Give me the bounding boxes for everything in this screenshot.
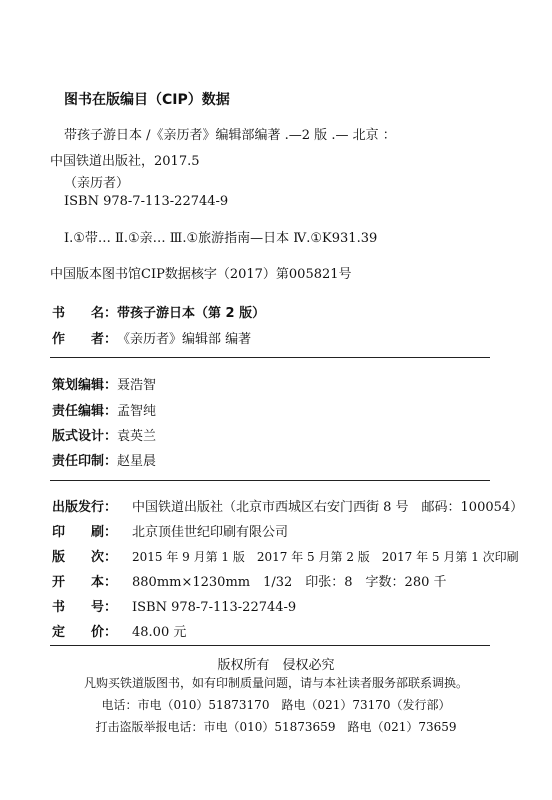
quality-notice: 凡购买铁道版图书，如有印制质量问题，请与本社读者服务部联系调换。	[83, 676, 468, 690]
pub-row-publisher: 出版发行： 中国铁道出版社（北京市西城区右安门西街 8 号 邮码：100054）	[52, 500, 524, 515]
divider-top	[50, 357, 490, 358]
cip-classification-line: Ⅰ.①带… Ⅱ.①亲… Ⅲ.①旅游指南—日本 Ⅳ.①K931.39	[64, 231, 378, 246]
service-phone: 电话：市电（010）51873170 路电（021）73170（发行部）	[101, 698, 451, 712]
pub-row-printer: 印 刷： 北京顶佳世纪印刷有限公司	[52, 525, 289, 540]
book-title-value: 带孩子游日本（第 2 版）	[117, 306, 266, 321]
pub-row-format: 开 本： 880mm×1230mm 1/32 印张：8 字数：280 千	[52, 575, 447, 590]
pub-row-isbn: 书 号： ISBN 978-7-113-22744-9	[52, 600, 297, 615]
cip-isbn-line: ISBN 978-7-113-22744-9	[64, 194, 229, 209]
staff-row-layout: 版式设计：袁英兰	[52, 429, 157, 444]
book-author-row	[52, 328, 251, 347]
cip-series-line: （亲历者）	[64, 176, 130, 191]
pub-row-edition: 版 次： 2015 年 9 月第 1 版 2017 年 5 月第 2 版 2017 年 5 月第 1 次印刷	[52, 550, 519, 565]
book-author-value: 《亲历者》编辑部 编著	[117, 332, 252, 347]
staff-row-editor: 责任编辑：孟智纯	[52, 404, 157, 419]
pub-row-price: 定 价： 48.00 元	[52, 625, 187, 640]
book-title-label: 书 名：	[52, 306, 118, 321]
staff-row-planning: 策划编辑：聂浩智	[52, 378, 157, 393]
anti-piracy-phone: 打击盗版举报电话：市电（010）51873659 路电（021）73659	[95, 720, 457, 734]
cip-title-line: 带孩子游日本 /《亲历者》编辑部编著 .—2 版 .— 北京 ：	[64, 128, 396, 143]
book-title-row	[52, 302, 265, 321]
divider-bottom	[50, 645, 490, 646]
copyright-notice: 版权所有 侵权必究	[217, 658, 335, 673]
cip-heading: 图书在版编目（CIP）数据	[64, 92, 230, 108]
book-author-label: 作 者：	[52, 332, 118, 347]
staff-row-printing-supervisor: 责任印制：赵星晨	[52, 454, 157, 469]
cip-publisher-line: 中国铁道出版社，2017.5	[50, 154, 200, 169]
divider-middle	[50, 480, 490, 481]
cip-record-number: 中国版本图书馆CIP数据核字（2017）第005821号	[50, 267, 352, 282]
